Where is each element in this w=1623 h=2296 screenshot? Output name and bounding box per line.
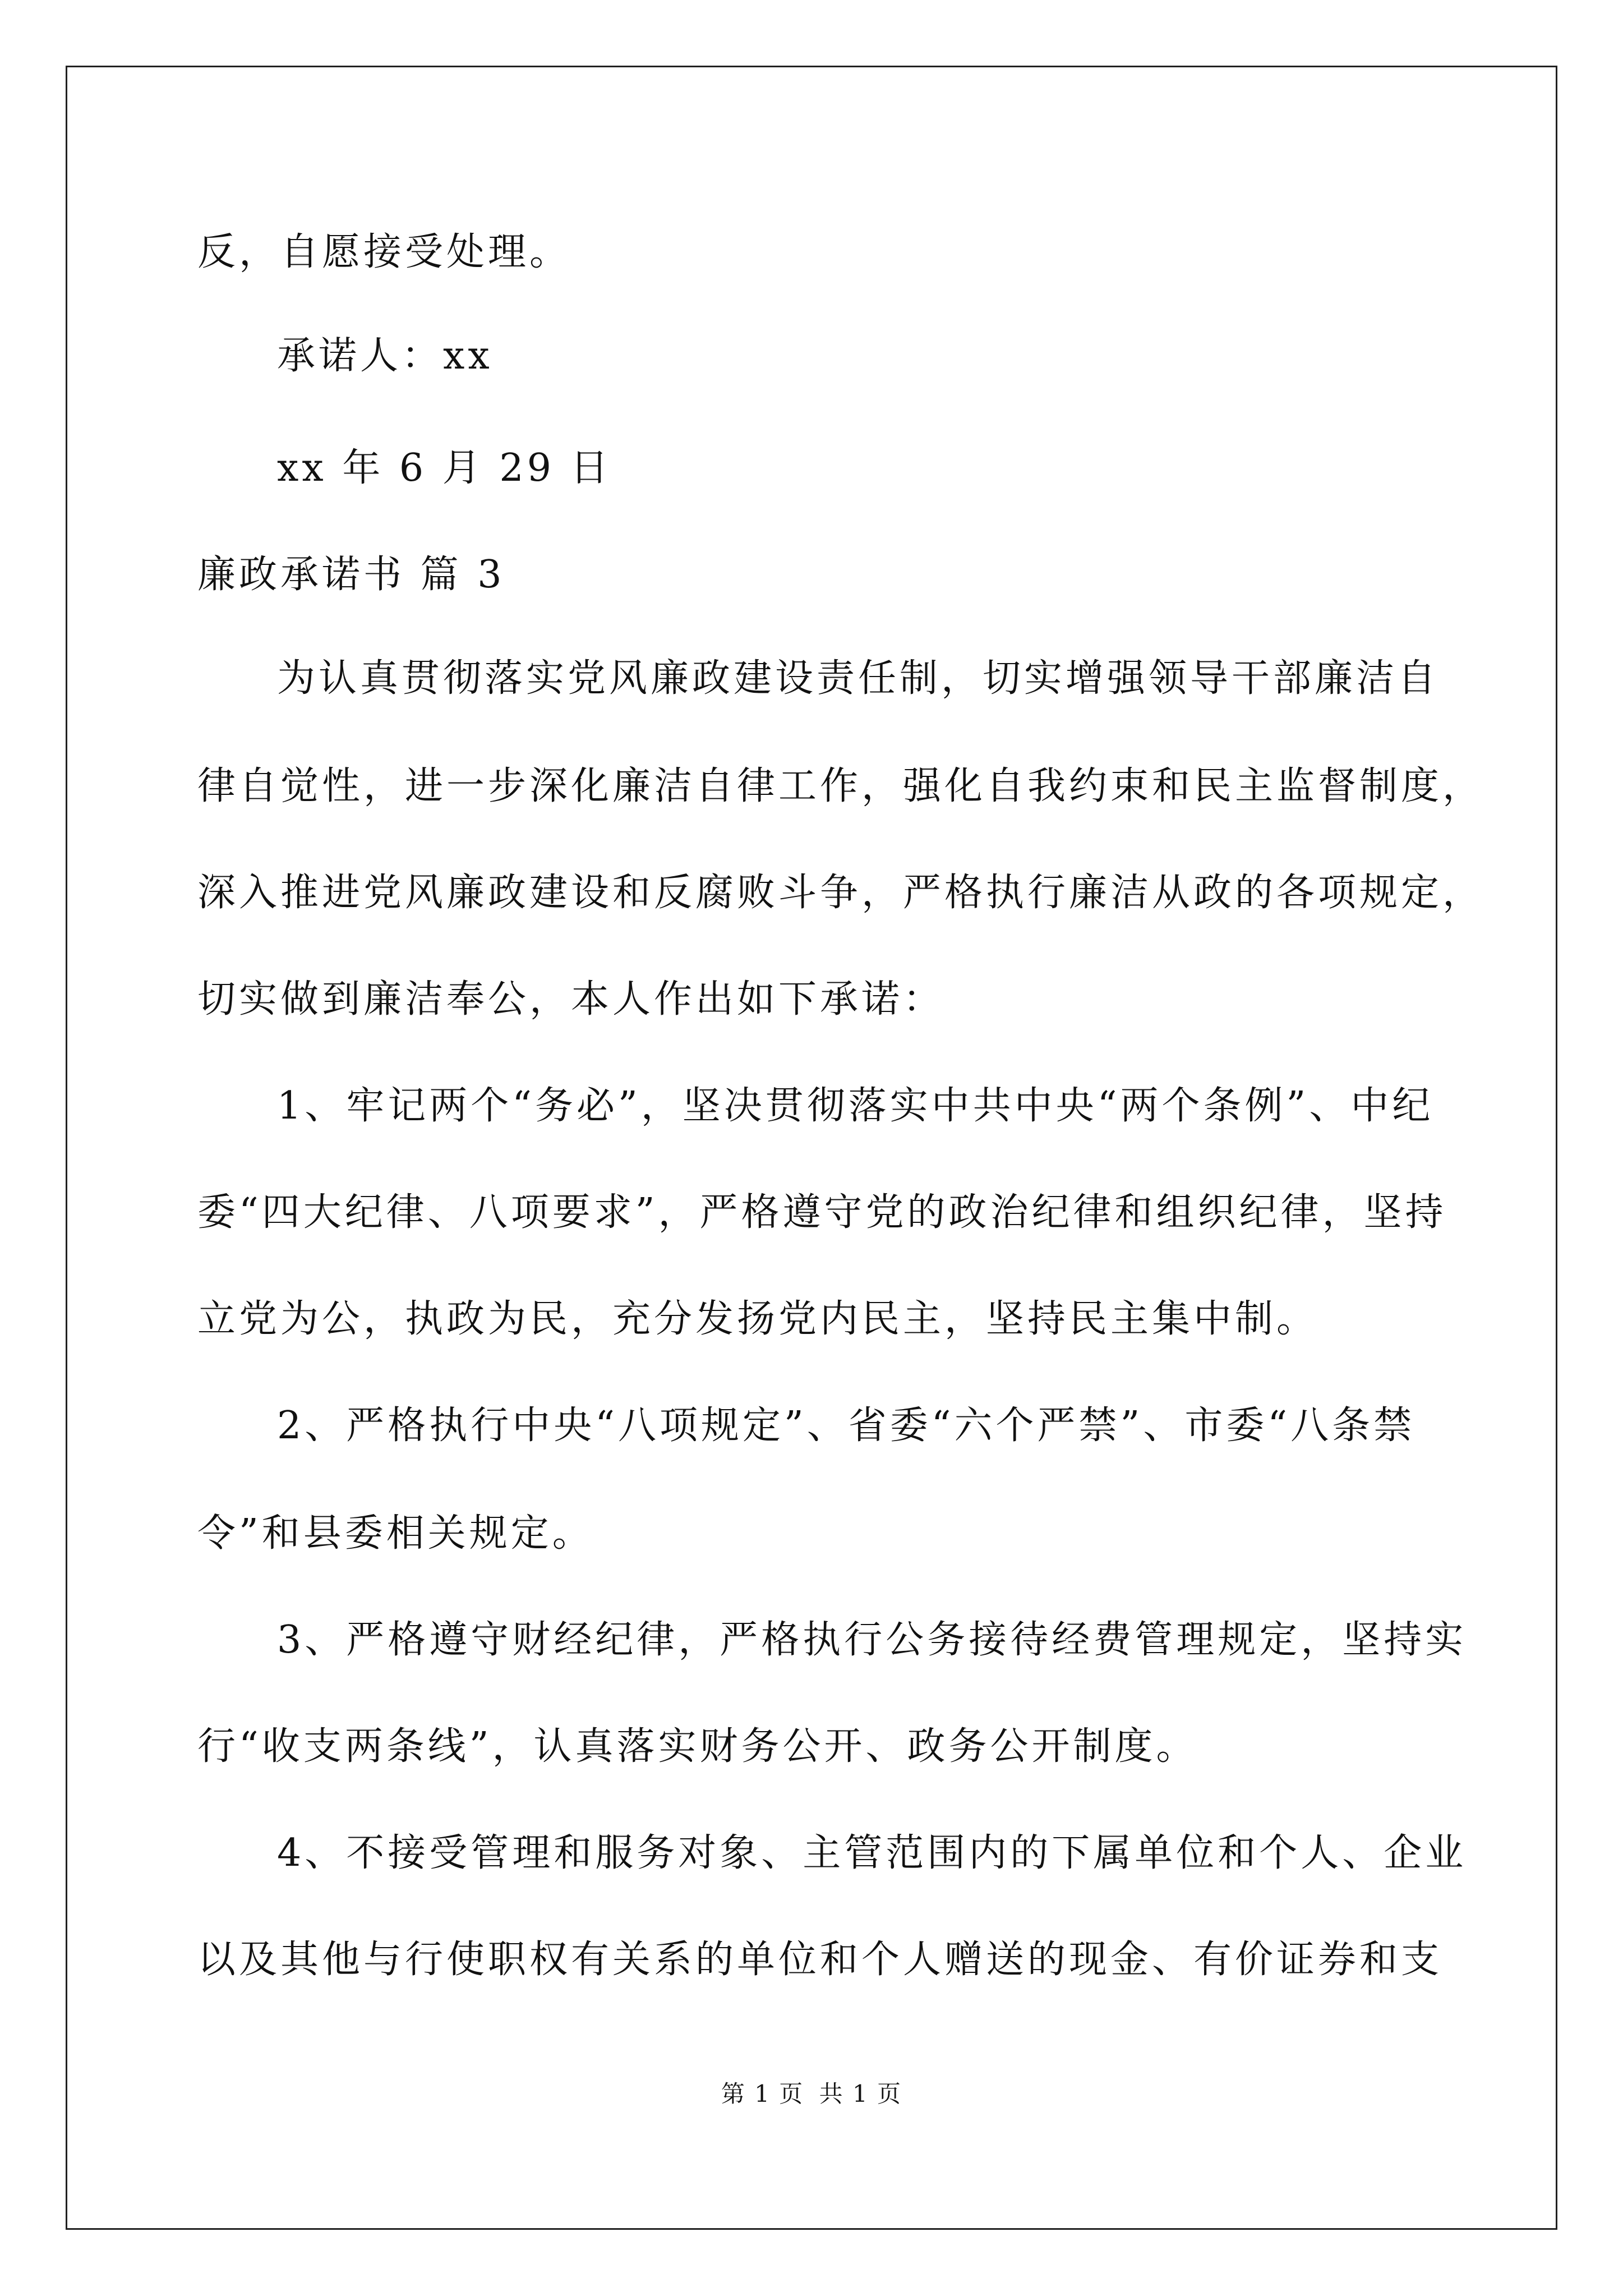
text-line: 4、不接受管理和服务对象、主管范围内的下属单位和个人、企业 [277, 1831, 1467, 1875]
text-line: 行“收支两条线”，认真落实财务公开、政务公开制度。 [197, 1724, 1198, 1769]
page-footer [0, 2080, 1623, 2108]
section-heading: 廉政承诺书 篇 3 [197, 553, 505, 597]
text-line: 令”和县委相关规定。 [197, 1511, 594, 1556]
text-line: 立党为公，执政为民，充分发扬党内民主，坚持民主集中制。 [197, 1297, 1318, 1341]
text-line: 律自觉性，进一步深化廉洁自律工作，强化自我约束和民主监督制度， [197, 764, 1484, 808]
text-line: 深入推进党风廉政建设和反腐败斗争，严格执行廉洁从政的各项规定， [197, 871, 1484, 915]
text-line: 1、牢记两个“务必”，坚决贯彻落实中共中央“两个条例”、中纪 [277, 1084, 1434, 1128]
signatory-line: 承诺人：xx [277, 334, 493, 378]
text-line: 反，自愿接受处理。 [197, 230, 571, 274]
page-total: 共 1 页 [819, 2080, 902, 2108]
text-line: 2、严格执行中央“八项规定”、省委“六个严禁”、市委“八条禁 [277, 1404, 1415, 1448]
text-line: 以及其他与行使职权有关系的单位和个人赠送的现金、有价证券和支 [197, 1938, 1443, 1982]
page-number: 第 1 页 [721, 2080, 804, 2108]
text-line: 委“四大纪律、八项要求”，严格遵守党的政治纪律和组织纪律，坚持 [197, 1190, 1447, 1235]
text-line: 切实做到廉洁奉公，本人作出如下承诺： [197, 977, 945, 1022]
date-line: xx 年 6 月 29 日 [277, 446, 612, 490]
text-line: 为认真贯彻落实党风廉政建设责任制，切实增强领导干部廉洁自 [277, 656, 1440, 701]
text-line: 3、严格遵守财经纪律，严格执行公务接待经费管理规定，坚持实 [277, 1618, 1467, 1662]
page-border [66, 66, 1557, 2230]
